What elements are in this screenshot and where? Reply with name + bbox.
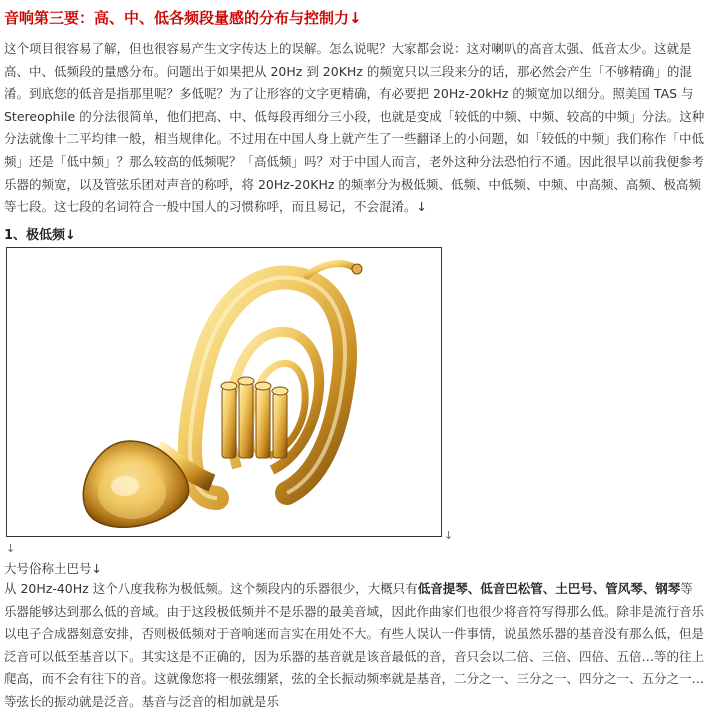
paragraph-mark: ↓ xyxy=(6,542,16,555)
body-text-part-1: 从 20Hz-40Hz 这个八度我称为极低频。这个频段内的乐器很少，大概只有 xyxy=(4,581,418,596)
figure-return-mark: ↓ xyxy=(444,529,454,542)
body-text-part-2: 等乐器能够达到那么低的音域。由于这段极低频并不是乐器的最美音域，因此作曲家们也很少将音符写得那么低。除非是流行音乐以电子合成器刻意安排，否则极低频对于音响迷而言实在用处不大。有些人误认一件事情，说虽然乐器的基音没有那么低，但是泛音可以低至基音以下。其实这是不正确的，因为乐器的基音就是该音最低的音，音只会以二倍、三倍、四倍、五倍…等的往上爬高，而不会有往下的音。这就像您将一根弦绷紧，弦的全长振动频率就是基音，二分之一、三分之一、四分之一、五分之一…等弦长的振动就是泛音。基音与泛音的相加就是乐 xyxy=(4,581,705,709)
body-bold-instruments: 低音提琴、低音巴松管、土巴号、管风琴、钢琴 xyxy=(417,581,681,596)
article-title: 音响第三要：高、中、低各频段量感的分布与控制力↓ xyxy=(4,9,362,27)
figure-caption: 大号俗称土巴号↓ xyxy=(4,561,102,576)
tuba-image xyxy=(7,248,441,536)
tuba-figure xyxy=(6,247,442,537)
section-heading: 1、极低频↓ xyxy=(4,228,76,243)
body-paragraph xyxy=(4,578,705,714)
intro-paragraph: 这个项目很容易了解，但也很容易产生文字传达上的误解。怎么说呢？大家都会说：这对喇叭的高音太强、低音太少。这就是高、中、低频段的量感分布。问题出于如果把从 20Hz 到 20KHz 的频宽只以三段来分的话，那必然会产生「不够精确」的混淆。到底您的低音是指那里呢？多低呢？为了让形容的文字更精确，有必要把 20Hz-20kHz 的频宽加以细分。照美国 TAS 与 Stereophile 的分法很简单，他们把高、中、低每段再细分三小段，也就是变成「较低的中频、中频、较高的中频」分法。这种分法就像十二平均律一般，相当规律化。不过用在中国人身上就产生了一些翻译上的小问题，如「较低的中频」我们称作「中低频」还是「低中频」？那么较高的低频呢？「高低频」吗？对于中国人而言，老外这种分法恐怕行不通。因此很早以前我便参考乐器的频宽，以及管弦乐团对声音的称呼，将 20Hz-20KHz 的频率分为极低频、低频、中低频、中频、中高频、高频、极高频等七段。这七段的名词符合一般中国人的习惯称呼，而且易记，不会混淆。↓ xyxy=(4,41,705,215)
